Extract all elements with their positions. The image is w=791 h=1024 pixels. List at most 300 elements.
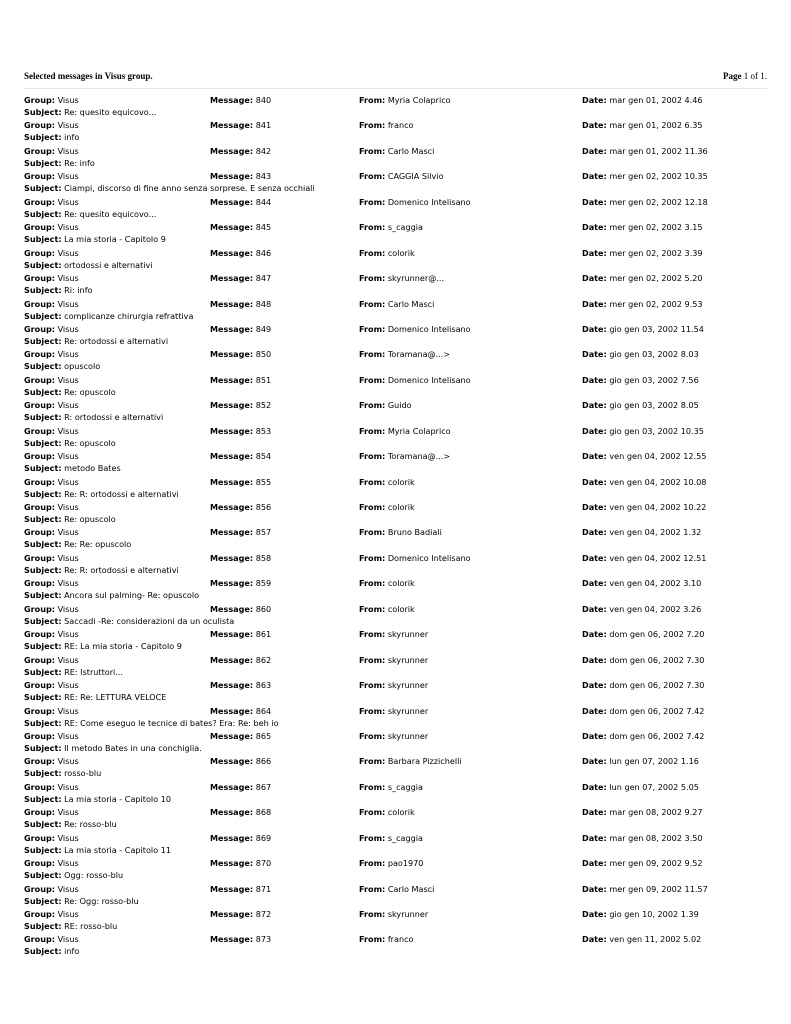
- group-field-label: Group:: [24, 883, 55, 894]
- message-meta-line: [24, 298, 774, 310]
- message-meta-line: [24, 374, 774, 386]
- from-field-label: From:: [359, 781, 386, 792]
- subject-label: Subject:: [24, 666, 62, 677]
- group-field-label: Group:: [24, 273, 55, 284]
- date-field-value: gio gen 03, 2002 8.05: [609, 400, 699, 411]
- date-field: [582, 526, 701, 538]
- group-field-value: Visus: [57, 705, 79, 716]
- message-number-field-label: Message:: [210, 730, 254, 741]
- message-number-field: [210, 526, 271, 538]
- date-field-label: Date:: [582, 222, 607, 233]
- subject-value: Re: opuscolo: [64, 514, 116, 524]
- subject-value: complicanze chirurgia refrattiva: [64, 310, 194, 321]
- group-field: [24, 298, 79, 310]
- date-field: [582, 348, 699, 360]
- group-field-label: Group:: [24, 730, 55, 741]
- date-field: [582, 552, 706, 564]
- subject-value: Re: quesito equicovo...: [64, 107, 157, 117]
- from-field: [359, 577, 415, 589]
- subject-label: Subject:: [24, 844, 62, 855]
- message-number-field-value: 840: [255, 95, 272, 105]
- message-record: [24, 170, 774, 195]
- group-field-value: Visus: [57, 145, 79, 156]
- date-field: [582, 221, 703, 233]
- message-meta-line: [24, 628, 774, 640]
- group-field: [24, 705, 79, 717]
- from-field: [359, 119, 413, 131]
- message-record: [24, 272, 774, 297]
- message-meta-line: [24, 94, 774, 106]
- date-field-value: ven gen 04, 2002 1.32: [609, 527, 702, 538]
- subject-label: Subject:: [24, 310, 62, 321]
- from-field-value: Barbara Pizzichelli: [387, 756, 462, 767]
- group-field: [24, 654, 79, 666]
- message-record: [24, 577, 774, 602]
- date-field-value: mer gen 02, 2002 10.35: [609, 171, 708, 182]
- message-record: [24, 679, 774, 704]
- subject-value: Ciampi, discorso di fine anno senza sorprese. E senza occhiali: [64, 183, 315, 194]
- date-field-value: ven gen 04, 2002 3.10: [609, 578, 702, 589]
- subject-value: Re: opuscolo: [64, 386, 116, 397]
- message-meta-line: [24, 552, 774, 564]
- message-number-field-label: Message:: [210, 883, 254, 894]
- subject-line: [24, 131, 774, 143]
- date-field-label: Date:: [582, 807, 607, 818]
- message-meta-line: [24, 196, 774, 208]
- group-field: [24, 425, 79, 437]
- from-field-label: From:: [359, 95, 386, 105]
- from-field-value: pao1970: [387, 858, 424, 869]
- date-field: [582, 94, 703, 106]
- date-field: [582, 806, 703, 818]
- from-field-label: From:: [359, 883, 386, 894]
- group-field-label: Group:: [24, 196, 55, 207]
- from-field-value: colorik: [387, 578, 415, 589]
- group-field-value: Visus: [57, 95, 79, 105]
- group-field-value: Visus: [57, 425, 79, 436]
- subject-line: [24, 106, 774, 118]
- date-field: [582, 119, 703, 131]
- message-number-field: [210, 628, 271, 640]
- date-field-value: mer gen 02, 2002 3.15: [609, 222, 703, 233]
- message-number-field-label: Message:: [210, 934, 254, 945]
- subject-line: [24, 233, 774, 245]
- date-field: [582, 654, 704, 666]
- from-field-label: From:: [359, 756, 386, 767]
- subject-label: Subject:: [24, 641, 62, 652]
- group-field: [24, 908, 79, 920]
- from-field: [359, 196, 471, 208]
- message-number-field: [210, 908, 271, 920]
- header-divider: [24, 88, 767, 89]
- message-number-field-value: 859: [255, 578, 272, 589]
- message-number-field: [210, 781, 271, 793]
- page-count: 1 of 1.: [743, 71, 767, 81]
- from-field: [359, 348, 450, 360]
- from-field-label: From:: [359, 374, 386, 385]
- group-field: [24, 501, 79, 513]
- message-meta-line: [24, 348, 774, 360]
- from-field-value: colorik: [387, 603, 415, 614]
- date-field: [582, 298, 703, 310]
- message-number-field-label: Message:: [210, 832, 254, 843]
- from-field-label: From:: [359, 323, 386, 334]
- date-field-label: Date:: [582, 781, 607, 792]
- subject-label: Subject:: [24, 412, 62, 423]
- message-number-field: [210, 755, 271, 767]
- subject-value: Re: Ogg: rosso-blu: [64, 895, 139, 906]
- from-field-label: From:: [359, 858, 386, 869]
- subject-line: [24, 640, 774, 652]
- message-list: [24, 94, 774, 959]
- subject-line: [24, 538, 774, 550]
- message-number-field-label: Message:: [210, 527, 254, 538]
- from-field-label: From:: [359, 527, 386, 538]
- date-field-label: Date:: [582, 171, 607, 182]
- date-field: [582, 170, 708, 182]
- message-record: [24, 247, 774, 272]
- from-field-value: Toramana@...>: [387, 349, 451, 360]
- message-number-field-value: 848: [255, 298, 272, 309]
- group-field-value: Visus: [57, 654, 79, 665]
- from-field: [359, 272, 444, 284]
- group-field-value: Visus: [57, 680, 79, 691]
- subject-value: RE: Come eseguo le tecnice di bates? Era: Re: beh io: [64, 717, 279, 728]
- date-field-value: ven gen 04, 2002 3.26: [609, 603, 702, 614]
- from-field: [359, 247, 415, 259]
- message-record: [24, 933, 774, 958]
- message-number-field-value: 849: [255, 323, 272, 334]
- subject-label: Subject:: [24, 234, 62, 245]
- message-number-field: [210, 883, 271, 895]
- message-number-field-label: Message:: [210, 807, 254, 818]
- date-field-value: ven gen 04, 2002 10.22: [609, 502, 707, 512]
- group-field-value: Visus: [57, 858, 79, 869]
- group-field-value: Visus: [57, 578, 79, 589]
- from-field: [359, 908, 428, 920]
- date-field-value: mer gen 02, 2002 12.18: [609, 196, 708, 207]
- from-field-label: From:: [359, 654, 386, 665]
- subject-line: [24, 742, 774, 754]
- from-field-value: CAGGIA Silvio: [387, 171, 444, 182]
- from-field-value: Domenico Intelisano: [387, 374, 471, 385]
- from-field-label: From:: [359, 629, 386, 640]
- subject-line: [24, 335, 774, 347]
- message-number-field-label: Message:: [210, 451, 254, 462]
- message-record: [24, 781, 774, 806]
- from-field-value: franco: [387, 120, 414, 131]
- message-record: [24, 552, 774, 577]
- message-number-field-label: Message:: [210, 400, 254, 411]
- group-field-label: Group:: [24, 781, 55, 792]
- message-record: [24, 450, 774, 475]
- group-field-value: Visus: [57, 756, 79, 767]
- group-field-label: Group:: [24, 705, 55, 716]
- from-field: [359, 552, 471, 564]
- date-field-value: gio gen 03, 2002 10.35: [609, 425, 704, 436]
- date-field-label: Date:: [582, 858, 607, 869]
- from-field-value: Carlo Masci: [387, 883, 435, 894]
- message-number-field: [210, 374, 271, 386]
- group-field-label: Group:: [24, 934, 55, 945]
- date-field: [582, 628, 704, 640]
- date-field-value: gio gen 10, 2002 1.39: [609, 909, 699, 919]
- group-field: [24, 806, 79, 818]
- from-field-value: colorik: [387, 247, 415, 258]
- group-field: [24, 450, 79, 462]
- message-number-field-value: 852: [255, 400, 272, 411]
- from-field-value: Domenico Intelisano: [387, 552, 471, 563]
- date-field: [582, 730, 704, 742]
- date-field-label: Date:: [582, 273, 607, 284]
- date-field: [582, 323, 704, 335]
- subject-line: [24, 310, 774, 322]
- group-field: [24, 119, 79, 131]
- message-number-field-label: Message:: [210, 909, 254, 919]
- group-field-label: Group:: [24, 349, 55, 360]
- message-number-field: [210, 857, 271, 869]
- message-number-field: [210, 603, 271, 615]
- subject-label: Subject:: [24, 870, 62, 881]
- message-record: [24, 196, 774, 221]
- date-field-value: gio gen 03, 2002 8.03: [609, 349, 699, 360]
- message-number-field-value: 866: [255, 756, 272, 767]
- message-number-field: [210, 705, 271, 717]
- subject-line: [24, 182, 774, 194]
- message-meta-line: [24, 450, 774, 462]
- from-field: [359, 883, 434, 895]
- subject-value: RE: La mia storia - Capitolo 9: [64, 641, 182, 652]
- message-meta-line: [24, 705, 774, 717]
- message-number-field-label: Message:: [210, 756, 254, 767]
- date-field: [582, 399, 699, 411]
- subject-value: Ancora sul palming- Re: opuscolo: [64, 590, 200, 601]
- message-meta-line: [24, 170, 774, 182]
- date-field-label: Date:: [582, 247, 607, 258]
- message-meta-line: [24, 755, 774, 767]
- group-field: [24, 552, 79, 564]
- from-field-label: From:: [359, 909, 386, 919]
- subject-line: [24, 564, 774, 576]
- message-number-field-label: Message:: [210, 502, 254, 512]
- group-field-value: Visus: [57, 502, 79, 512]
- message-number-field-value: 871: [255, 883, 272, 894]
- date-field: [582, 857, 703, 869]
- message-number-field: [210, 832, 271, 844]
- subject-label: Subject:: [24, 793, 62, 804]
- group-field-label: Group:: [24, 578, 55, 589]
- from-field-label: From:: [359, 349, 386, 360]
- message-record: [24, 145, 774, 170]
- group-field-label: Group:: [24, 603, 55, 614]
- from-field-value: Domenico Intelisano: [387, 323, 471, 334]
- subject-line: [24, 767, 774, 779]
- message-meta-line: [24, 832, 774, 844]
- message-record: [24, 399, 774, 424]
- date-field-label: Date:: [582, 527, 607, 538]
- date-field: [582, 476, 706, 488]
- from-field: [359, 730, 428, 742]
- message-number-field-label: Message:: [210, 222, 254, 233]
- group-field-label: Group:: [24, 909, 55, 919]
- date-field: [582, 933, 701, 945]
- subject-label: Subject:: [24, 259, 62, 270]
- message-record: [24, 298, 774, 323]
- message-meta-line: [24, 806, 774, 818]
- subject-label: Subject:: [24, 386, 62, 397]
- group-field: [24, 730, 79, 742]
- subject-value: info: [64, 946, 80, 957]
- from-field-label: From:: [359, 832, 386, 843]
- group-field-value: Visus: [57, 730, 79, 741]
- message-number-field-label: Message:: [210, 273, 254, 284]
- message-number-field-label: Message:: [210, 349, 254, 360]
- date-field-label: Date:: [582, 883, 607, 894]
- from-field-value: skyrunner: [387, 909, 429, 919]
- date-field-value: ven gen 04, 2002 12.55: [609, 451, 707, 462]
- date-field: [582, 450, 706, 462]
- document-title: Selected messages in Visus group.: [24, 71, 153, 81]
- date-field-label: Date:: [582, 298, 607, 309]
- message-number-field: [210, 247, 271, 259]
- from-field-label: From:: [359, 476, 386, 487]
- from-field: [359, 832, 423, 844]
- group-field: [24, 348, 79, 360]
- from-field-value: colorik: [387, 476, 415, 487]
- date-field-label: Date:: [582, 934, 607, 945]
- date-field-value: ven gen 11, 2002 5.02: [609, 934, 702, 945]
- group-field-value: Visus: [57, 909, 79, 919]
- date-field-label: Date:: [582, 502, 607, 512]
- from-field: [359, 298, 434, 310]
- group-field-label: Group:: [24, 298, 55, 309]
- group-field: [24, 374, 79, 386]
- message-meta-line: [24, 119, 774, 131]
- message-number-field-label: Message:: [210, 705, 254, 716]
- subject-label: Subject:: [24, 157, 62, 168]
- from-field-label: From:: [359, 425, 386, 436]
- message-number-field-value: 853: [255, 425, 272, 436]
- group-field-label: Group:: [24, 476, 55, 487]
- message-number-field-value: 870: [255, 858, 272, 869]
- from-field-value: colorik: [387, 807, 415, 818]
- date-field-value: dom gen 06, 2002 7.42: [609, 705, 705, 716]
- subject-line: [24, 818, 774, 830]
- message-number-field: [210, 425, 271, 437]
- from-field: [359, 526, 442, 538]
- group-field-value: Visus: [57, 247, 79, 258]
- subject-label: Subject:: [24, 208, 62, 219]
- from-field-label: From:: [359, 196, 386, 207]
- date-field: [582, 603, 701, 615]
- from-field: [359, 374, 471, 386]
- message-record: [24, 883, 774, 908]
- message-number-field-value: 861: [255, 629, 272, 640]
- subject-value: Re: info: [64, 157, 95, 168]
- message-meta-line: [24, 221, 774, 233]
- from-field-label: From:: [359, 145, 386, 156]
- subject-line: [24, 717, 774, 729]
- message-number-field-value: 854: [255, 451, 272, 462]
- group-field: [24, 577, 79, 589]
- group-field-label: Group:: [24, 374, 55, 385]
- subject-value: Re: quesito equicovo...: [64, 208, 157, 219]
- message-number-field: [210, 679, 271, 691]
- subject-value: metodo Bates: [64, 463, 121, 474]
- group-field: [24, 247, 79, 259]
- group-field-label: Group:: [24, 247, 55, 258]
- date-field: [582, 196, 708, 208]
- message-number-field: [210, 577, 271, 589]
- date-field: [582, 883, 708, 895]
- message-number-field-value: 863: [255, 680, 272, 691]
- date-field-value: dom gen 06, 2002 7.30: [609, 680, 705, 691]
- from-field: [359, 221, 423, 233]
- message-record: [24, 832, 774, 857]
- subject-line: [24, 259, 774, 271]
- message-meta-line: [24, 577, 774, 589]
- subject-value: RE: rosso-blu: [64, 921, 118, 931]
- message-meta-line: [24, 603, 774, 615]
- group-field-label: Group:: [24, 145, 55, 156]
- message-number-field: [210, 221, 271, 233]
- message-record: [24, 526, 774, 551]
- from-field: [359, 857, 423, 869]
- subject-label: Subject:: [24, 437, 62, 448]
- date-field-value: mer gen 09, 2002 9.52: [609, 858, 703, 869]
- from-field-value: Carlo Masci: [387, 145, 435, 156]
- message-number-field: [210, 348, 271, 360]
- message-number-field-value: 864: [255, 705, 272, 716]
- message-number-field: [210, 806, 271, 818]
- message-number-field-value: 873: [255, 934, 272, 945]
- message-number-field-value: 847: [255, 273, 272, 284]
- date-field-value: mer gen 02, 2002 9.53: [609, 298, 703, 309]
- message-number-field-label: Message:: [210, 298, 254, 309]
- from-field-label: From:: [359, 171, 386, 182]
- group-field-label: Group:: [24, 451, 55, 462]
- group-field-label: Group:: [24, 858, 55, 869]
- date-field-label: Date:: [582, 756, 607, 767]
- subject-label: Subject:: [24, 564, 62, 575]
- subject-value: R: ortodossi e alternativi: [64, 412, 164, 423]
- group-field: [24, 221, 79, 233]
- from-field-value: skyrunner: [387, 680, 429, 691]
- subject-label: Subject:: [24, 921, 62, 931]
- date-field: [582, 755, 699, 767]
- from-field: [359, 450, 450, 462]
- from-field: [359, 170, 444, 182]
- message-record: [24, 221, 774, 246]
- subject-line: [24, 844, 774, 856]
- group-field: [24, 883, 79, 895]
- from-field-value: skyrunner: [387, 629, 429, 640]
- date-field: [582, 425, 704, 437]
- date-field-value: mar gen 01, 2002 4.46: [609, 95, 703, 105]
- date-field-value: lun gen 07, 2002 1.16: [609, 756, 699, 767]
- subject-line: [24, 793, 774, 805]
- from-field: [359, 654, 428, 666]
- subject-line: [24, 895, 774, 907]
- message-number-field: [210, 170, 271, 182]
- group-field-label: Group:: [24, 95, 55, 105]
- group-field-label: Group:: [24, 654, 55, 665]
- date-field-value: gio gen 03, 2002 11.54: [609, 323, 704, 334]
- message-number-field: [210, 730, 271, 742]
- group-field: [24, 603, 79, 615]
- message-meta-line: [24, 399, 774, 411]
- message-number-field: [210, 933, 271, 945]
